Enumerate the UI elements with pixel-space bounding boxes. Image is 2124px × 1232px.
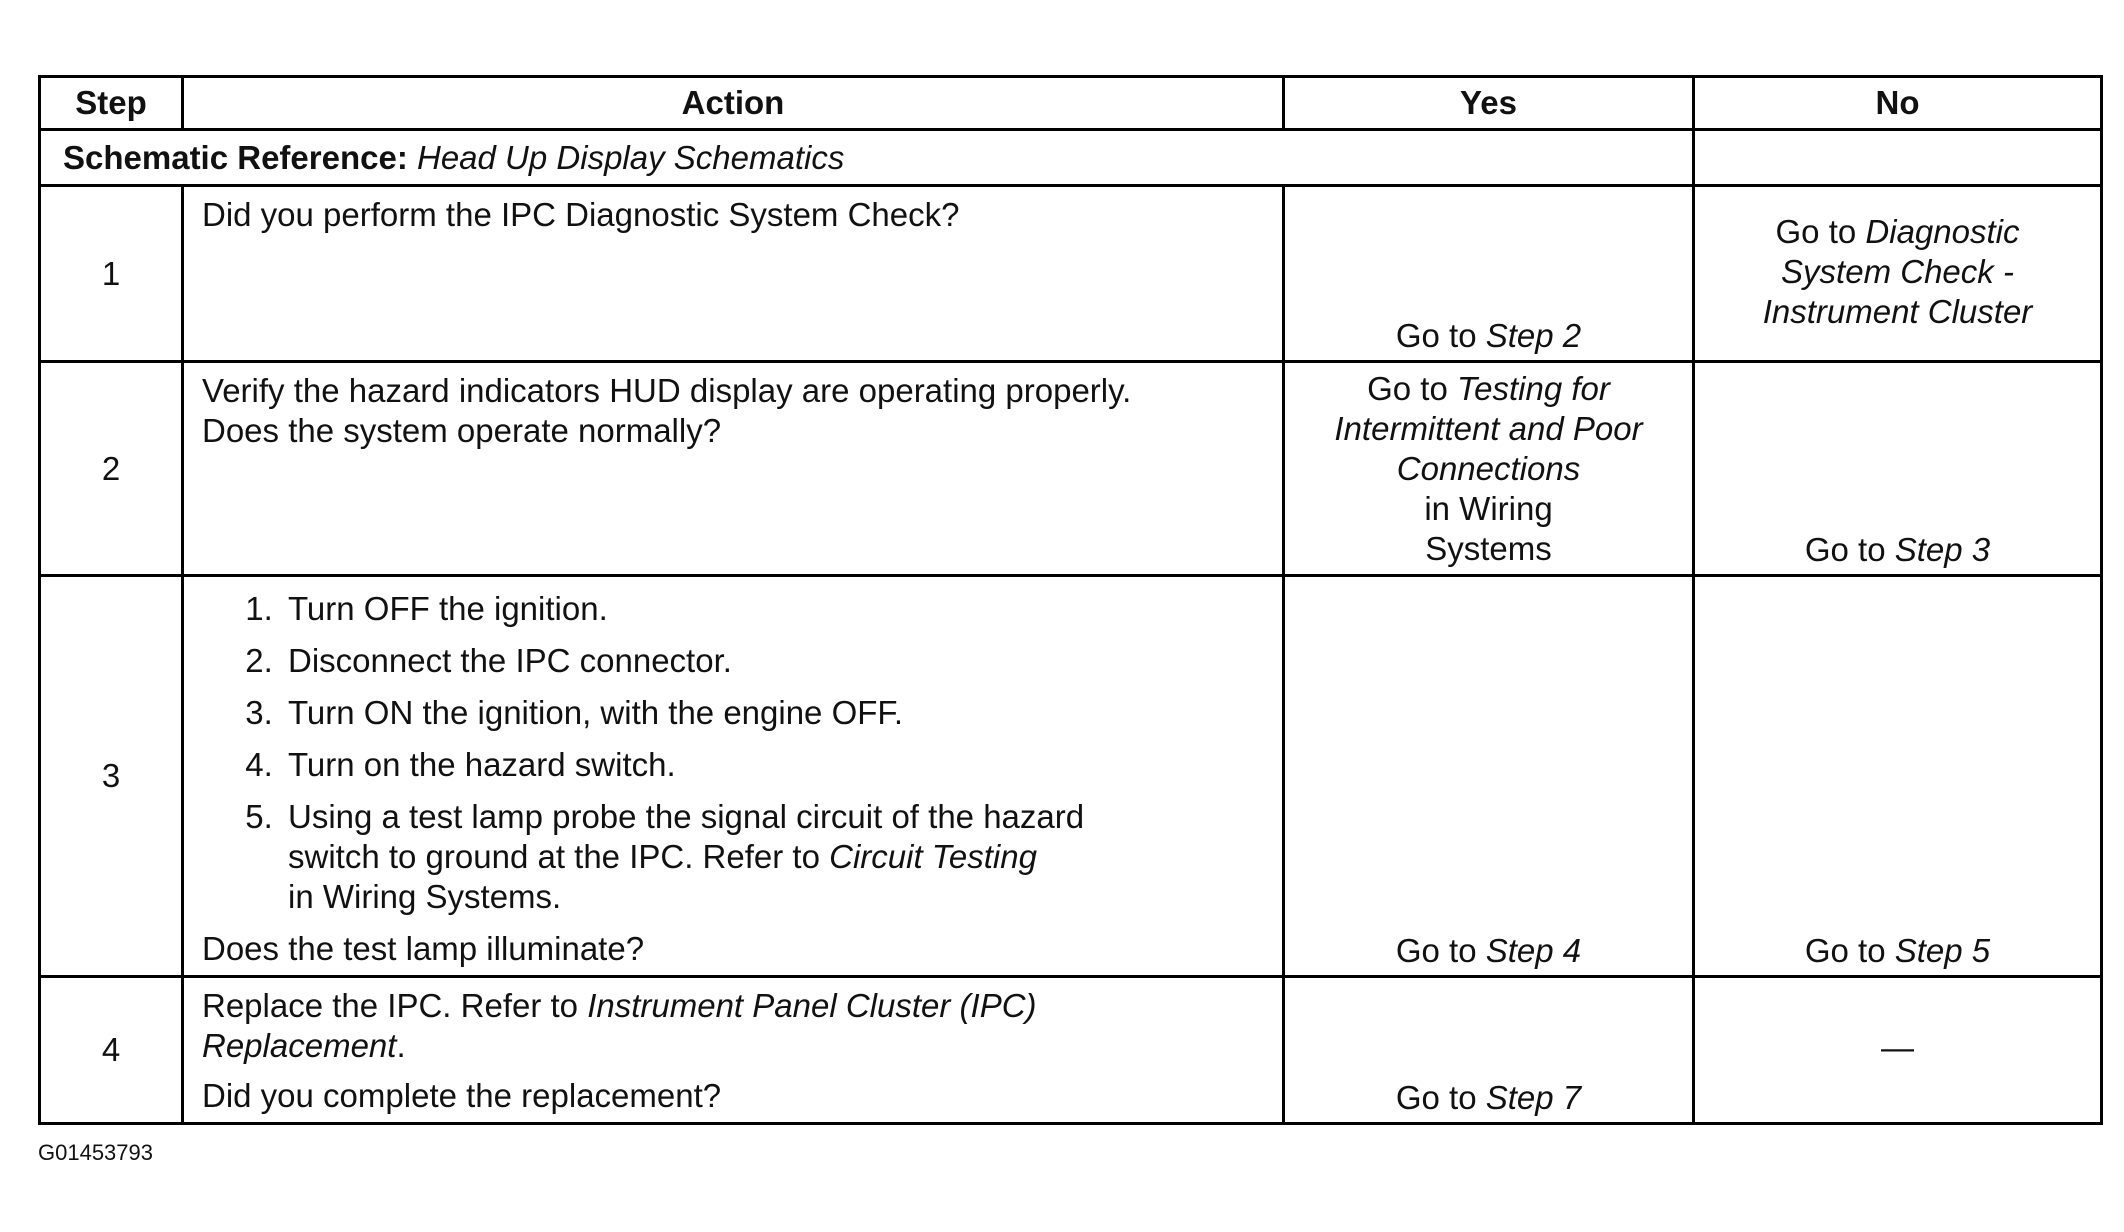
list-item-text: in Wiring Systems. — [288, 878, 562, 915]
yes-link[interactable]: Step 7 — [1485, 1079, 1582, 1116]
list-item-text: Using a test lamp probe the signal circuit of the hazard — [288, 798, 1085, 835]
step-number: 4 — [40, 977, 183, 1124]
list-item: 1. Turn OFF the ignition. — [282, 589, 1264, 629]
yes-cell — [1284, 977, 1694, 1124]
action-text: Replace the IPC. Refer to — [202, 987, 579, 1024]
header-action: Action — [183, 77, 1284, 130]
go-to-text: Go to — [1804, 932, 1886, 969]
action-cell — [183, 186, 1284, 362]
go-to-text: Go to — [1804, 531, 1886, 568]
go-to-text: Go to — [1395, 317, 1477, 354]
action-cell — [183, 977, 1284, 1124]
schematic-empty-cell — [1694, 130, 2102, 186]
step-number: 2 — [40, 362, 183, 576]
schematic-label: Schematic Reference: — [63, 138, 408, 176]
action-cell — [183, 576, 1284, 977]
no-link[interactable]: System Check - — [1781, 252, 2014, 290]
go-to-text: Go to — [1367, 370, 1448, 407]
list-item — [282, 797, 1264, 917]
no-link[interactable]: Diagnostic — [1865, 212, 2020, 250]
no-link[interactable]: Step 3 — [1894, 531, 1991, 568]
header-step: Step — [40, 77, 183, 130]
step-number: 1 — [40, 186, 183, 362]
procedure-list — [202, 589, 1264, 917]
no-link[interactable]: Instrument Cluster — [1762, 292, 2033, 330]
yes-link[interactable]: Step 2 — [1485, 317, 1582, 354]
replacement-link[interactable]: Replacement — [202, 1027, 397, 1064]
list-item: 3. Turn ON the ignition, with the engine OFF. — [282, 693, 1264, 733]
no-cell — [1694, 186, 2102, 362]
no-cell — [1694, 576, 2102, 977]
yes-link[interactable]: Testing for — [1457, 370, 1610, 407]
no-link[interactable]: Step 5 — [1894, 932, 1991, 969]
header-row — [40, 77, 2102, 130]
period: . — [396, 1027, 406, 1064]
action-question: Did you complete the replacement? — [202, 1077, 722, 1114]
action-question: Does the system operate normally? — [202, 412, 722, 449]
yes-cell — [1284, 362, 1694, 576]
list-item: 2. Disconnect the IPC connector. — [282, 641, 1264, 681]
no-cell: — — [1694, 977, 2102, 1124]
diagnostic-table — [38, 75, 2103, 1125]
table-row — [40, 186, 2102, 362]
table-row — [40, 576, 2102, 977]
schematic-reference — [40, 130, 1694, 186]
action-text: Did you perform the IPC Diagnostic System Check? — [202, 196, 960, 233]
schematic-link[interactable]: Head Up Display Schematics — [417, 138, 845, 176]
table-row — [40, 362, 2102, 576]
list-item: 4. Turn on the hazard switch. — [282, 745, 1264, 785]
go-to-text: Go to — [1775, 212, 1857, 250]
action-text: Verify the hazard indicators HUD display are operating properly. — [202, 372, 1132, 409]
yes-link[interactable]: Step 4 — [1485, 932, 1582, 969]
yes-link[interactable]: Intermittent and Poor — [1334, 410, 1643, 447]
header-no: No — [1694, 77, 2102, 130]
go-to-text: Go to — [1395, 1079, 1477, 1116]
table-row — [40, 977, 2102, 1124]
action-cell — [183, 362, 1284, 576]
in-wiring-text: in Wiring — [1424, 490, 1553, 527]
yes-cell — [1284, 576, 1694, 977]
circuit-testing-link[interactable]: Circuit Testing — [829, 838, 1037, 875]
header-yes: Yes — [1284, 77, 1694, 130]
yes-cell — [1284, 186, 1694, 362]
action-question: Does the test lamp illuminate? — [202, 930, 645, 967]
step-number: 3 — [40, 576, 183, 977]
yes-link[interactable]: Connections — [1396, 450, 1581, 487]
schematic-row — [40, 130, 2102, 186]
replacement-link[interactable]: Instrument Panel Cluster (IPC) — [587, 987, 1037, 1024]
list-item-text: switch to ground at the IPC. Refer to — [288, 838, 820, 875]
go-to-text: Go to — [1395, 932, 1477, 969]
no-cell — [1694, 362, 2102, 576]
systems-text: Systems — [1425, 530, 1552, 567]
figure-id: G01453793 — [38, 1140, 153, 1165]
